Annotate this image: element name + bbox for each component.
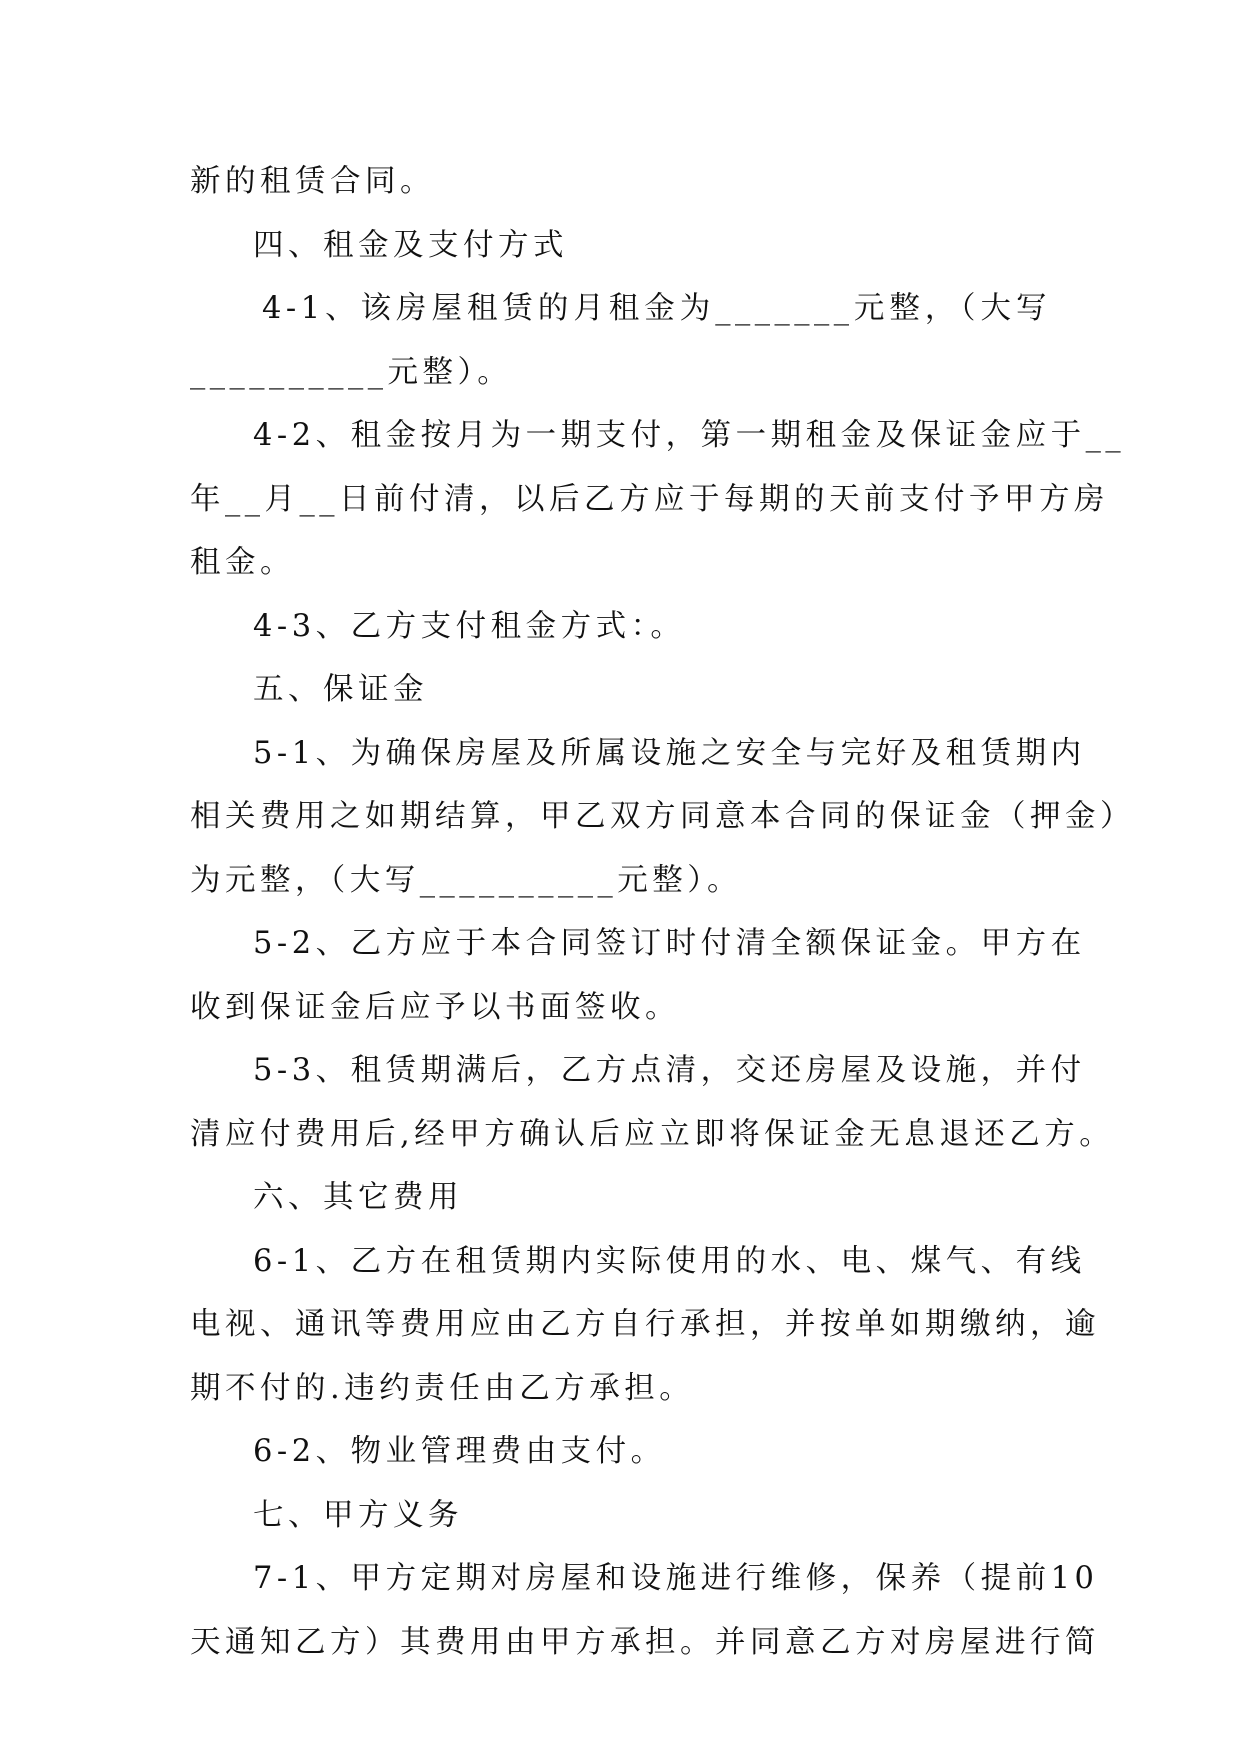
clause-4-3: 4-3、乙方支付租金方式：。 [253,608,686,644]
section-heading-rent: 四、租金及支付方式 [253,227,568,263]
text-line: 租金。 [190,545,295,580]
text-line: 天通知乙方）其费用由甲方承担。并同意乙方对房屋进行简 [190,1624,1100,1660]
text-line: 为元整，（大写__________元整）。 [190,862,742,898]
clause-4-1: 4-1、该房屋租赁的月租金为_______元整，（大写 [262,291,1051,326]
clause-5-2: 5-2、乙方应于本合同签订时付清全额保证金。甲方在 [253,926,1086,961]
text-line: 清应付费用后,经甲方确认后应立即将保证金无息退还乙方。 [190,1116,1115,1152]
clause-5-1: 5-1、为确保房屋及所属设施之安全与完好及租赁期内 [253,735,1086,771]
clause-6-2: 6-2、物业管理费由支付。 [253,1434,666,1469]
text-line: __________元整）。 [190,354,513,390]
text-line: 期不付的.违约责任由乙方承担。 [190,1370,695,1406]
clause-6-1: 6-1、乙方在租赁期内实际使用的水、电、煤气、有线 [253,1243,1086,1279]
text-line: 新的租赁合同。 [190,164,435,199]
clause-7-1: 7-1、甲方定期对房屋和设施进行维修，保养（提前10 [253,1561,1099,1596]
text-line: 电视、通讯等费用应由乙方自行承担，并按单如期缴纳，逾 [190,1307,1100,1342]
clause-4-2: 4-2、租金按月为一期支付，第一期租金及保证金应于__ [253,418,1126,453]
section-heading-party-a-duties: 七、甲方义务 [253,1497,463,1533]
text-line: 年__月__日前付清，以后乙方应于每期的天前支付予甲方房 [190,481,1109,517]
section-heading-deposit: 五、保证金 [253,672,428,707]
section-heading-other-fees: 六、其它费用 [253,1180,463,1215]
clause-5-3: 5-3、租赁期满后，乙方点清，交还房屋及设施，并付 [253,1053,1086,1088]
text-line: 相关费用之如期结算，甲乙双方同意本合同的保证金（押金） [190,799,1135,834]
text-line: 收到保证金后应予以书面签收。 [190,989,680,1025]
